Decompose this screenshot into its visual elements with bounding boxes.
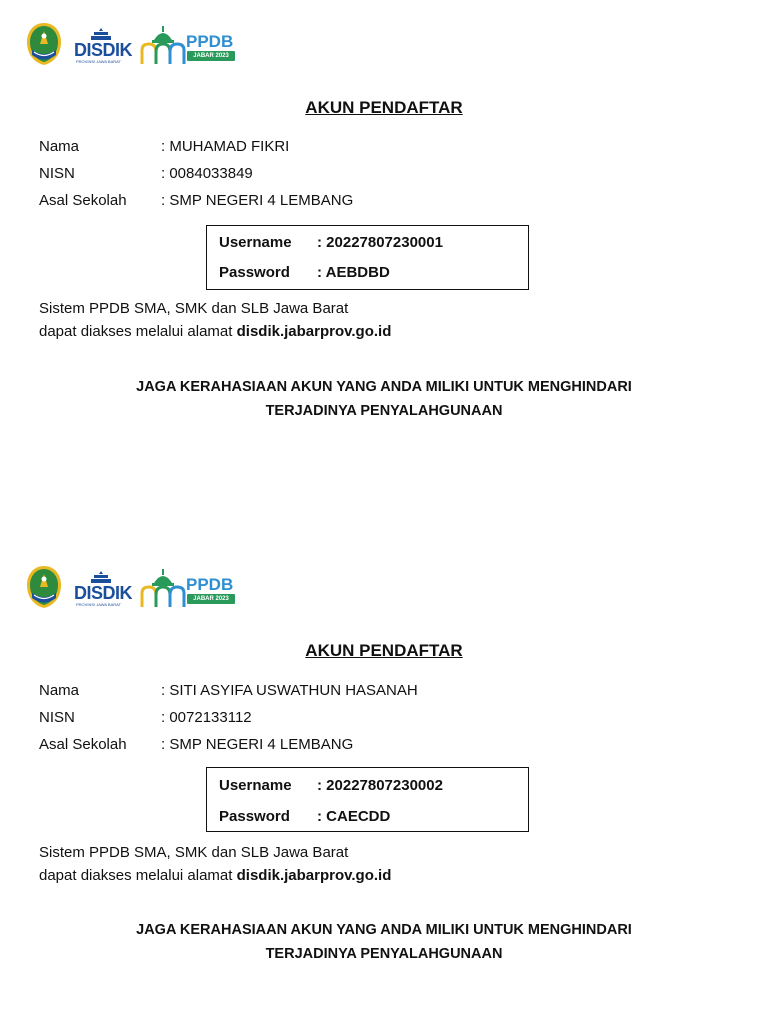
field-value: : MUHAMAD FIKRI (161, 138, 290, 155)
password-label: Password (219, 808, 290, 825)
mosque-dome-icon (140, 567, 186, 609)
ppdb-badge: JABAR 2023 (187, 51, 235, 61)
field-label: Asal Sekolah (39, 736, 127, 753)
ppdb-logo (140, 24, 240, 66)
disdik-subtitle: PROVINSI JAWA BARAT (76, 59, 121, 64)
info-text-line-2 (39, 323, 391, 340)
website-address: disdik.jabarprov.go.id (236, 323, 392, 340)
card-title: AKUN PENDAFTAR (305, 641, 463, 660)
field-label: Nama (39, 682, 80, 699)
info-text-line-1: Sistem PPDB SMA, SMK dan SLB Jawa Barat (39, 844, 349, 861)
ppdb-wordmark: PPDB (186, 32, 234, 51)
field-value: : 0084033849 (161, 165, 253, 182)
disdik-wordmark: DISDIK (74, 40, 133, 60)
warning-line-1: JAGA KERAHASIAAN AKUN YANG ANDA MILIKI UNTUK MENGHINDARI (136, 922, 632, 938)
warning-text (0, 918, 768, 966)
disdik-subtitle: PROVINSI JAWA BARAT (76, 602, 121, 607)
info-prefix: dapat diakses melalui alamat (39, 323, 237, 340)
info-prefix: dapat diakses melalui alamat (39, 867, 237, 884)
warning-line-2: TERJADINYA PENYALAHGUNAAN (265, 946, 503, 962)
field-label: Nama (39, 138, 80, 155)
field-label: Asal Sekolah (39, 192, 127, 209)
password-value: : CAECDD (317, 808, 391, 825)
info-text-line-1: Sistem PPDB SMA, SMK dan SLB Jawa Barat (39, 300, 349, 317)
account-credentials-box (206, 767, 529, 832)
password-label: Password (219, 264, 290, 281)
jawa-barat-emblem-icon (26, 22, 62, 66)
disdik-wordmark: DISDIK (74, 583, 133, 603)
jawa-barat-emblem-icon (26, 565, 62, 609)
password-value: : AEBDBD (317, 264, 390, 281)
field-label: NISN (39, 165, 75, 182)
mosque-dome-icon (140, 24, 186, 66)
disdik-logo (74, 571, 132, 607)
field-value: : SMP NEGERI 4 LEMBANG (161, 192, 354, 209)
field-value: : SITI ASYIFA USWATHUN HASANAH (161, 682, 418, 699)
username-label: Username (219, 777, 292, 794)
ppdb-logo (140, 567, 240, 609)
warning-line-2: TERJADINYA PENYALAHGUNAAN (265, 403, 503, 419)
disdik-logo (74, 28, 132, 64)
account-card-1 (0, 0, 768, 470)
field-value: : SMP NEGERI 4 LEMBANG (161, 736, 354, 753)
ppdb-wordmark: PPDB (186, 575, 234, 594)
username-label: Username (219, 234, 292, 251)
account-credentials-box (206, 225, 529, 290)
info-text-line-2 (39, 867, 391, 884)
username-value: : 20227807230001 (317, 234, 443, 251)
warning-text (0, 375, 768, 423)
account-card-2 (0, 543, 768, 1013)
card-title: AKUN PENDAFTAR (305, 98, 463, 117)
website-address: disdik.jabarprov.go.id (236, 867, 392, 884)
username-value: : 20227807230002 (317, 777, 443, 794)
field-value: : 0072133112 (161, 709, 252, 726)
field-label: NISN (39, 709, 75, 726)
ppdb-badge: JABAR 2023 (187, 594, 235, 604)
warning-line-1: JAGA KERAHASIAAN AKUN YANG ANDA MILIKI UNTUK MENGHINDARI (136, 379, 632, 395)
